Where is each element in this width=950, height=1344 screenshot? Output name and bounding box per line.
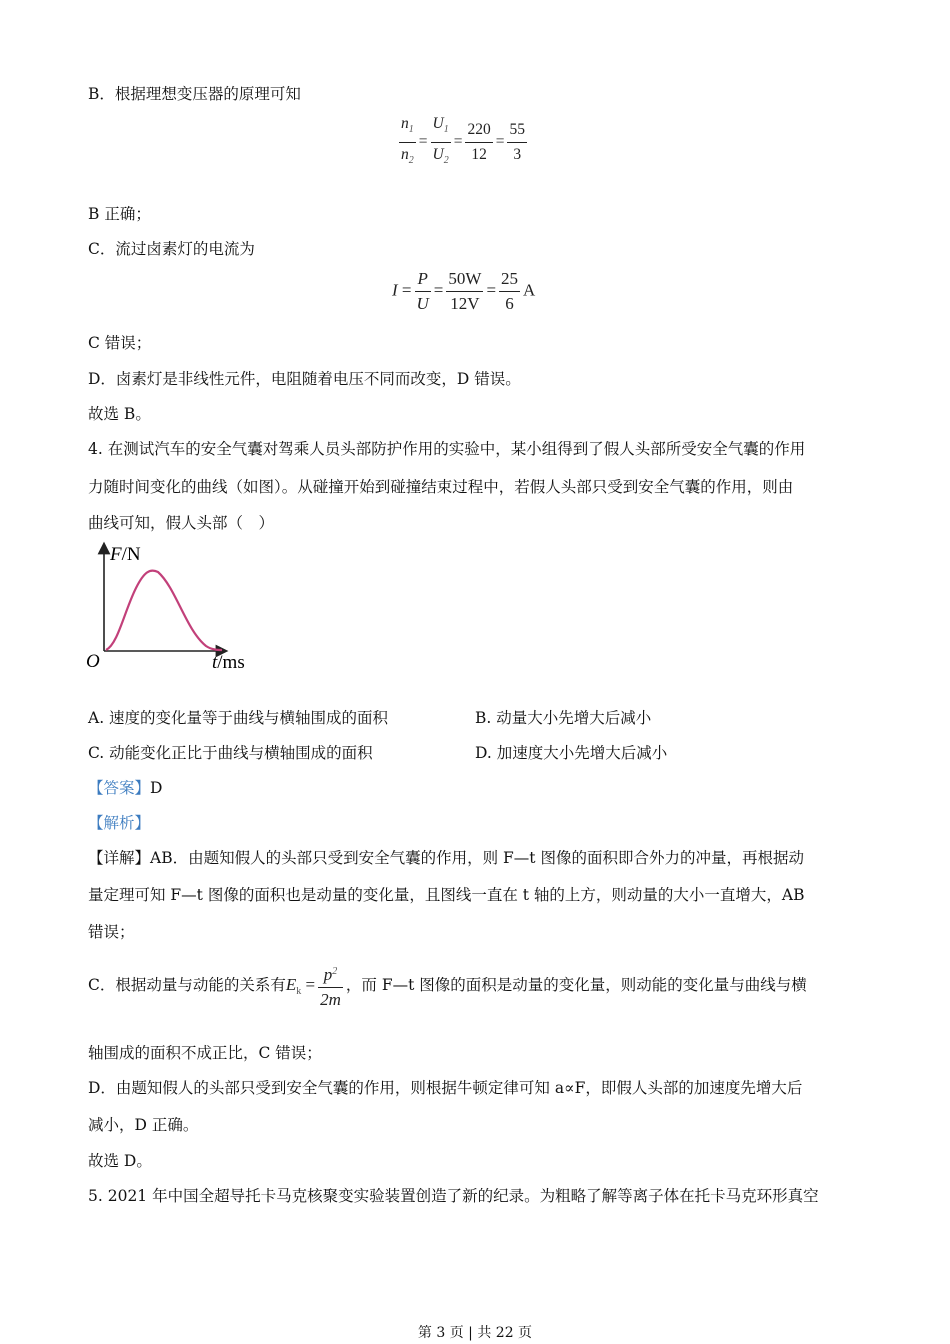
answer-line xyxy=(88,776,162,798)
d-text: D．卤素灯是非线性元件，电阻随着电压不同而改变，D 错误。 xyxy=(88,370,521,388)
detail-line-3: 错误； xyxy=(88,923,135,941)
y-axis-label: F/N xyxy=(110,544,141,565)
b-correct: B 正确； xyxy=(88,205,151,223)
c2-line-1: C．根据动量与动能的关系有$E_k$ = $\frac{p^2}{2m}$ ，而 F—t 图像的面积是动量的变化量，则动能的变化量与曲线与横 xyxy=(88,955,807,1022)
answer-value: D xyxy=(150,779,163,797)
detail-label: 【详解】 xyxy=(88,849,151,867)
q4-line-1: 4. 在测试汽车的安全气囊对驾乘人员头部防护作用的实验中，某小组得到了假人头部所受安全气囊的作用 xyxy=(88,440,806,458)
kinetic-energy-formula: $E_k$ = $\frac{p^2}{2m}$ xyxy=(286,975,346,994)
transformer-formula: $\frac{n_1}{n_2}$ = $\frac{U_1}{U_2}$ = $\frac{220}{12}$ = $\frac{55}{3}$ xyxy=(396,112,530,173)
analysis-label: 【解析】 xyxy=(88,814,151,832)
choose-b: 故选 B。 xyxy=(88,405,151,423)
c-error: C 错误； xyxy=(88,334,152,352)
detail-line-1: 【详解】AB．由题知假人的头部只受到安全气囊的作用，则 F—t 图像的面积即合外力的冲量，再根据动 xyxy=(88,849,804,867)
page-footer: 第 3 页 | 共 22 页 xyxy=(417,1325,533,1341)
q5-line-1: 5. 2021 年中国全超导托卡马克核聚变实验装置创造了新的纪录。为粗略了解等离子体在托卡马克环形真空 xyxy=(88,1187,819,1205)
answer-label: 【答案】 xyxy=(88,779,151,797)
option-a[interactable]: A. 速度的变化量等于曲线与横轴围成的面积 xyxy=(88,709,389,727)
c2-line-2: 轴围成的面积不成正比，C 错误； xyxy=(88,1044,322,1062)
detail-line-2: 量定理可知 F—t 图像的面积也是动量的变化量，且图线一直在 t 轴的上方，则动量的大小一直增大，AB xyxy=(88,886,805,904)
choose-d: 故选 D。 xyxy=(88,1152,152,1170)
option-d[interactable]: D. 加速度大小先增大后减小 xyxy=(475,744,668,762)
q4-line-3: 曲线可知，假人头部（ ） xyxy=(88,514,275,532)
q4-line-2: 力随时间变化的曲线（如图）。从碰撞开始到碰撞结束过程中，若假人头部只受到安全气囊的作用，则由 xyxy=(88,478,794,496)
option-c[interactable]: C. 动能变化正比于曲线与横轴围成的面积 xyxy=(88,744,373,762)
force-curve xyxy=(106,571,222,650)
origin-label: O xyxy=(86,651,100,672)
force-time-graph xyxy=(84,540,274,675)
b-intro: B．根据理想变压器的原理可知 xyxy=(88,85,301,103)
c-intro: C．流过卤素灯的电流为 xyxy=(88,240,255,258)
option-b[interactable]: B. 动量大小先增大后减小 xyxy=(475,709,652,727)
d2-line-1: D．由题知假人的头部只受到安全气囊的作用，则根据牛顿定律可知 a∝F，即假人头部的加速度先增大后 xyxy=(88,1079,803,1097)
x-axis-label: t/ms xyxy=(212,652,245,673)
current-formula: I = $\frac{P}{U}$ = $\frac{50W}{12V}$ = $\frac{25}{6}$ A xyxy=(392,269,536,313)
d2-line-2: 减小，D 正确。 xyxy=(88,1116,199,1134)
